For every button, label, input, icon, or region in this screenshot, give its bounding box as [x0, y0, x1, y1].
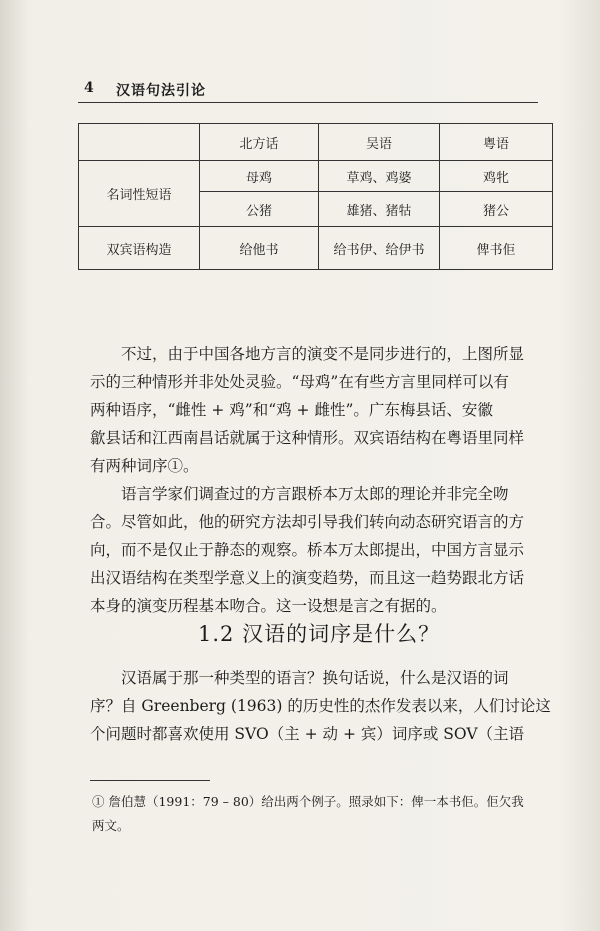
table-row-label: 双宾语构造 [79, 227, 200, 270]
paragraph-3 [90, 664, 553, 748]
table-col-header: 粤语 [440, 124, 553, 161]
section-heading: 1.2 汉语的词序是什么？ [198, 622, 441, 646]
table-header-row [79, 124, 553, 161]
table-cell: 给书伊、给伊书 [319, 227, 440, 270]
running-header [78, 80, 538, 103]
paragraph-1 [90, 340, 553, 480]
text-line: 两种语序，“雌性 + 鸡”和“鸡 + 雌性”。广东梅县话、安徽 [90, 401, 493, 419]
footnote-line: 两文。 [92, 818, 130, 833]
dialect-comparison-table [78, 123, 553, 270]
text-line: 语言学家们调查过的方言跟桥本万太郎的理论并非完全吻 [121, 485, 509, 503]
table-cell: 给他书 [200, 227, 319, 270]
text-line: 合。尽管如此，他的研究方法却引导我们转向动态研究语言的方 [90, 513, 525, 531]
paragraph-2 [90, 480, 553, 620]
text-line: 出汉语结构在类型学意义上的演变趋势，而且这一趋势跟北方话 [90, 569, 525, 587]
table-row [79, 227, 553, 270]
table-col-header: 吴语 [319, 124, 440, 161]
footnote-divider [90, 780, 210, 781]
text-line: 向，而不是仅止于静态的观察。桥本万太郎提出，中国方言显示 [90, 541, 525, 559]
table-row-label: 名词性短语 [79, 161, 200, 227]
text-line: 歙县话和江西南昌话就属于这种情形。双宾语结构在粤语里同样 [90, 429, 525, 447]
text-line: 有两种词序①。 [90, 457, 199, 475]
text-line: 不过，由于中国各地方言的演变不是同步进行的，上图所显 [121, 345, 525, 363]
table-cell: 草鸡、鸡婆 [319, 161, 440, 192]
table-cell: 公猪 [200, 192, 319, 227]
text-line: 个问题时都喜欢使用 SVO（主 + 动 + 宾）词序或 SOV（主语 [90, 725, 525, 743]
footnote [92, 790, 552, 838]
table-col-header: 北方话 [200, 124, 319, 161]
footnote-line: ① 詹伯慧（1991：79 – 80）给出两个例子。照录如下：俾一本书佢。佢欠我 [92, 794, 524, 809]
table-corner-cell [79, 124, 200, 161]
page-number: 4 [84, 80, 94, 96]
text-line: 示的三种情形并非处处灵验。“母鸡”在有些方言里同样可以有 [90, 373, 509, 391]
table-cell: 俾书佢 [440, 227, 553, 270]
table-cell: 猪公 [440, 192, 553, 227]
book-title: 汉语句法引论 [116, 83, 206, 99]
table-cell: 雄猪、猪牯 [319, 192, 440, 227]
text-line: 序？自 Greenberg (1963) 的历史性的杰作发表以来，人们讨论这 [90, 697, 551, 715]
table-cell: 母鸡 [200, 161, 319, 192]
table-row [79, 161, 553, 192]
text-line: 本身的演变历程基本吻合。这一设想是言之有据的。 [90, 597, 447, 615]
text-line: 汉语属于那一种类型的语言？换句话说，什么是汉语的词 [121, 669, 509, 687]
table-cell: 鸡牝 [440, 161, 553, 192]
